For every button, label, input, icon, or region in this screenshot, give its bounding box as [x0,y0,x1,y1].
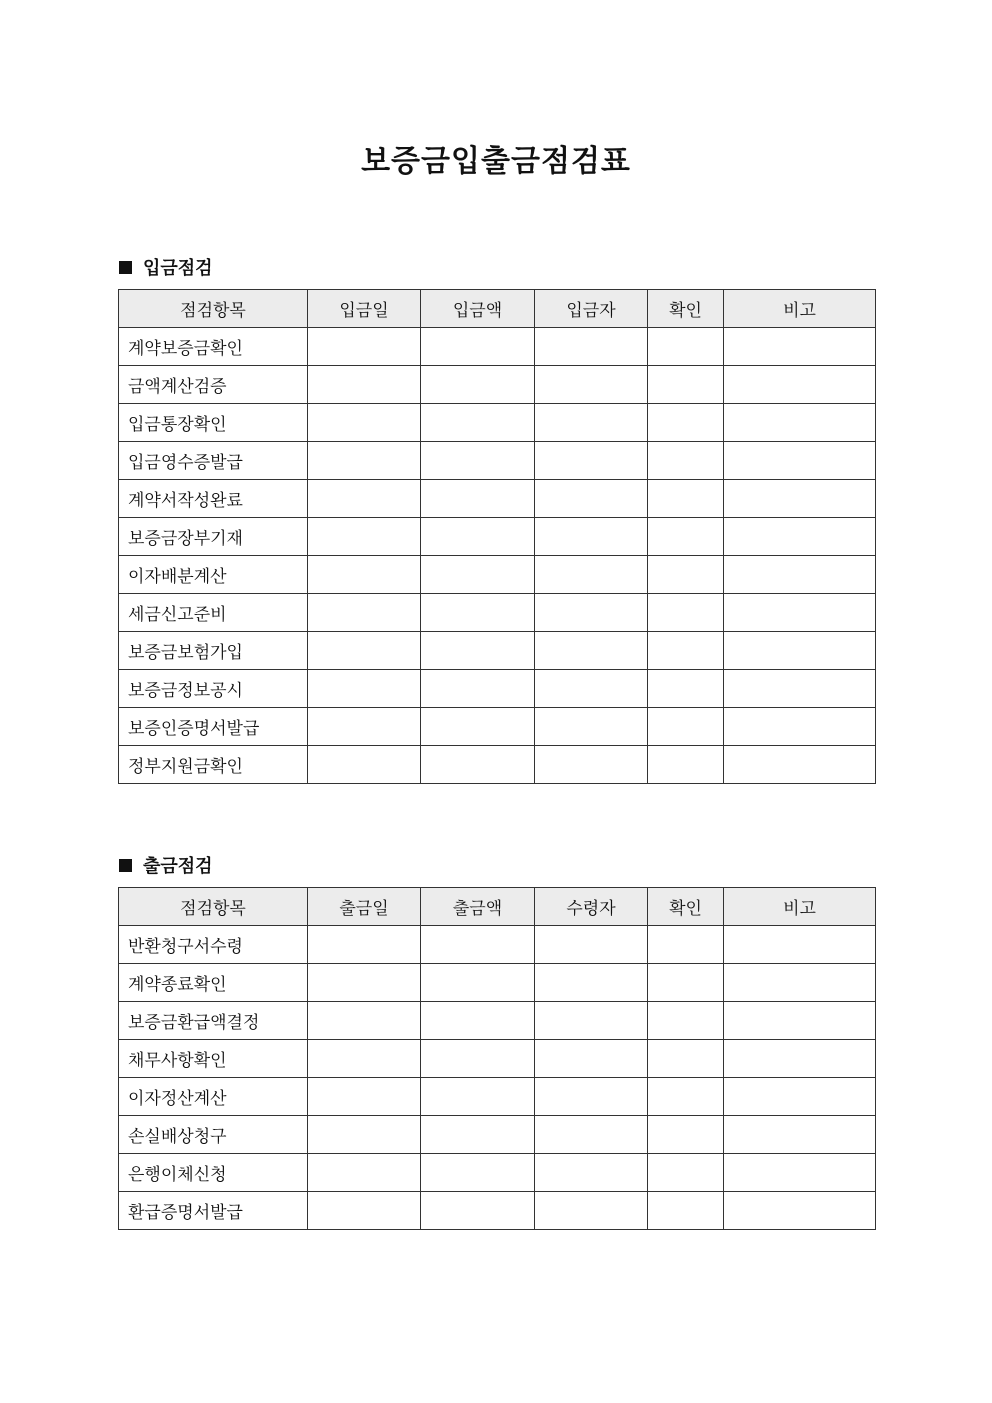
page-title: 보증금입출금점검표 [361,144,631,179]
check-item-label: 이자정산계산 [119,1078,308,1116]
check-item-label: 은행이체신청 [119,1154,308,1192]
remarks-cell[interactable] [724,404,876,442]
remarks-cell[interactable] [724,708,876,746]
amount-cell[interactable] [421,1078,535,1116]
date-cell[interactable] [308,328,421,366]
confirm-cell[interactable] [648,1078,724,1116]
amount-cell[interactable] [421,518,535,556]
column-header-confirm: 확인 [648,290,724,328]
person-cell[interactable] [535,746,648,784]
person-cell[interactable] [535,328,648,366]
person-cell[interactable] [535,442,648,480]
table-row [119,926,876,964]
check-item-label: 보증금정보공시 [119,670,308,708]
table-row [119,404,876,442]
table-row [119,1078,876,1116]
amount-cell[interactable] [421,594,535,632]
table-row [119,480,876,518]
remarks-cell[interactable] [724,632,876,670]
amount-cell[interactable] [421,926,535,964]
black-square-icon [119,261,132,274]
column-header-remarks: 비고 [724,290,876,328]
confirm-cell[interactable] [648,1002,724,1040]
date-cell[interactable] [308,594,421,632]
person-cell[interactable] [535,1078,648,1116]
person-cell[interactable] [535,556,648,594]
confirm-cell[interactable] [648,594,724,632]
check-item-label: 금액계산검증 [119,366,308,404]
person-cell[interactable] [535,1192,648,1230]
confirm-cell[interactable] [648,518,724,556]
remarks-cell[interactable] [724,964,876,1002]
amount-cell[interactable] [421,670,535,708]
confirm-cell[interactable] [648,404,724,442]
person-cell[interactable] [535,366,648,404]
deposit-check-table [118,289,876,784]
deposit-heading-label: 입금점검 [143,258,213,279]
date-cell[interactable] [308,1078,421,1116]
check-item-label: 입금영수증발급 [119,442,308,480]
confirm-cell[interactable] [648,1192,724,1230]
confirm-cell[interactable] [648,556,724,594]
check-item-label: 보증금장부기재 [119,518,308,556]
remarks-cell[interactable] [724,556,876,594]
check-item-label: 환급증명서발급 [119,1192,308,1230]
date-cell[interactable] [308,632,421,670]
table-row [119,556,876,594]
confirm-cell[interactable] [648,1154,724,1192]
amount-cell[interactable] [421,1040,535,1078]
person-cell[interactable] [535,518,648,556]
check-item-label: 이자배분계산 [119,556,308,594]
remarks-cell[interactable] [724,1078,876,1116]
date-cell[interactable] [308,1002,421,1040]
amount-cell[interactable] [421,328,535,366]
amount-cell[interactable] [421,632,535,670]
date-cell[interactable] [308,366,421,404]
person-cell[interactable] [535,926,648,964]
person-cell[interactable] [535,964,648,1002]
check-item-label: 반환청구서수령 [119,926,308,964]
table-row [119,366,876,404]
date-cell[interactable] [308,1154,421,1192]
confirm-cell[interactable] [648,964,724,1002]
check-item-label: 보증금환급액결정 [119,1002,308,1040]
remarks-cell[interactable] [724,366,876,404]
check-item-label: 채무사항확인 [119,1040,308,1078]
confirm-cell[interactable] [648,708,724,746]
table-row [119,964,876,1002]
withdraw-check-table [118,887,876,1230]
remarks-cell[interactable] [724,1192,876,1230]
table-row [119,1002,876,1040]
table-row [119,632,876,670]
date-cell[interactable] [308,926,421,964]
amount-cell[interactable] [421,1116,535,1154]
withdraw-heading-label: 출금점검 [143,856,213,877]
table-row [119,1040,876,1078]
amount-cell[interactable] [421,556,535,594]
remarks-cell[interactable] [724,480,876,518]
column-header-person: 입금자 [535,290,648,328]
table-row [119,746,876,784]
amount-cell[interactable] [421,1002,535,1040]
column-header-amount: 입금액 [421,290,535,328]
person-cell[interactable] [535,594,648,632]
check-item-label: 세금신고준비 [119,594,308,632]
confirm-cell[interactable] [648,442,724,480]
check-item-label: 보증금보험가입 [119,632,308,670]
person-cell[interactable] [535,480,648,518]
confirm-cell[interactable] [648,926,724,964]
column-header-amount: 출금액 [421,888,535,926]
remarks-cell[interactable] [724,670,876,708]
column-header-item: 점검항목 [119,888,308,926]
table-row [119,518,876,556]
amount-cell[interactable] [421,480,535,518]
confirm-cell[interactable] [648,746,724,784]
withdraw-section-heading [119,852,213,878]
remarks-cell[interactable] [724,1040,876,1078]
date-cell[interactable] [308,1040,421,1078]
date-cell[interactable] [308,1192,421,1230]
table-row [119,1116,876,1154]
table-header-row [119,290,876,328]
table-row [119,594,876,632]
deposit-section-heading [119,254,213,280]
column-header-confirm: 확인 [648,888,724,926]
column-header-item: 점검항목 [119,290,308,328]
amount-cell[interactable] [421,708,535,746]
date-cell[interactable] [308,708,421,746]
confirm-cell[interactable] [648,1040,724,1078]
remarks-cell[interactable] [724,926,876,964]
date-cell[interactable] [308,1116,421,1154]
confirm-cell[interactable] [648,366,724,404]
amount-cell[interactable] [421,366,535,404]
person-cell[interactable] [535,1154,648,1192]
remarks-cell[interactable] [724,1116,876,1154]
confirm-cell[interactable] [648,632,724,670]
table-row [119,1154,876,1192]
person-cell[interactable] [535,708,648,746]
check-item-label: 계약종료확인 [119,964,308,1002]
table-row [119,670,876,708]
date-cell[interactable] [308,442,421,480]
column-header-date: 입금일 [308,290,421,328]
amount-cell[interactable] [421,442,535,480]
check-item-label: 계약서작성완료 [119,480,308,518]
date-cell[interactable] [308,518,421,556]
amount-cell[interactable] [421,1154,535,1192]
remarks-cell[interactable] [724,442,876,480]
confirm-cell[interactable] [648,328,724,366]
confirm-cell[interactable] [648,480,724,518]
remarks-cell[interactable] [724,1002,876,1040]
date-cell[interactable] [308,556,421,594]
remarks-cell[interactable] [724,594,876,632]
black-square-icon [119,859,132,872]
date-cell[interactable] [308,746,421,784]
date-cell[interactable] [308,964,421,1002]
confirm-cell[interactable] [648,670,724,708]
date-cell[interactable] [308,404,421,442]
date-cell[interactable] [308,480,421,518]
check-item-label: 정부지원금확인 [119,746,308,784]
table-header-row [119,888,876,926]
table-row [119,1192,876,1230]
remarks-cell[interactable] [724,328,876,366]
check-item-label: 계약보증금확인 [119,328,308,366]
person-cell[interactable] [535,1002,648,1040]
person-cell[interactable] [535,1040,648,1078]
remarks-cell[interactable] [724,1154,876,1192]
check-item-label: 보증인증명서발급 [119,708,308,746]
date-cell[interactable] [308,670,421,708]
remarks-cell[interactable] [724,746,876,784]
person-cell[interactable] [535,404,648,442]
amount-cell[interactable] [421,404,535,442]
check-item-label: 손실배상청구 [119,1116,308,1154]
person-cell[interactable] [535,632,648,670]
check-item-label: 입금통장확인 [119,404,308,442]
amount-cell[interactable] [421,1192,535,1230]
column-header-date: 출금일 [308,888,421,926]
amount-cell[interactable] [421,746,535,784]
remarks-cell[interactable] [724,518,876,556]
person-cell[interactable] [535,670,648,708]
table-row [119,328,876,366]
person-cell[interactable] [535,1116,648,1154]
confirm-cell[interactable] [648,1116,724,1154]
column-header-person: 수령자 [535,888,648,926]
column-header-remarks: 비고 [724,888,876,926]
amount-cell[interactable] [421,964,535,1002]
table-row [119,442,876,480]
table-row [119,708,876,746]
